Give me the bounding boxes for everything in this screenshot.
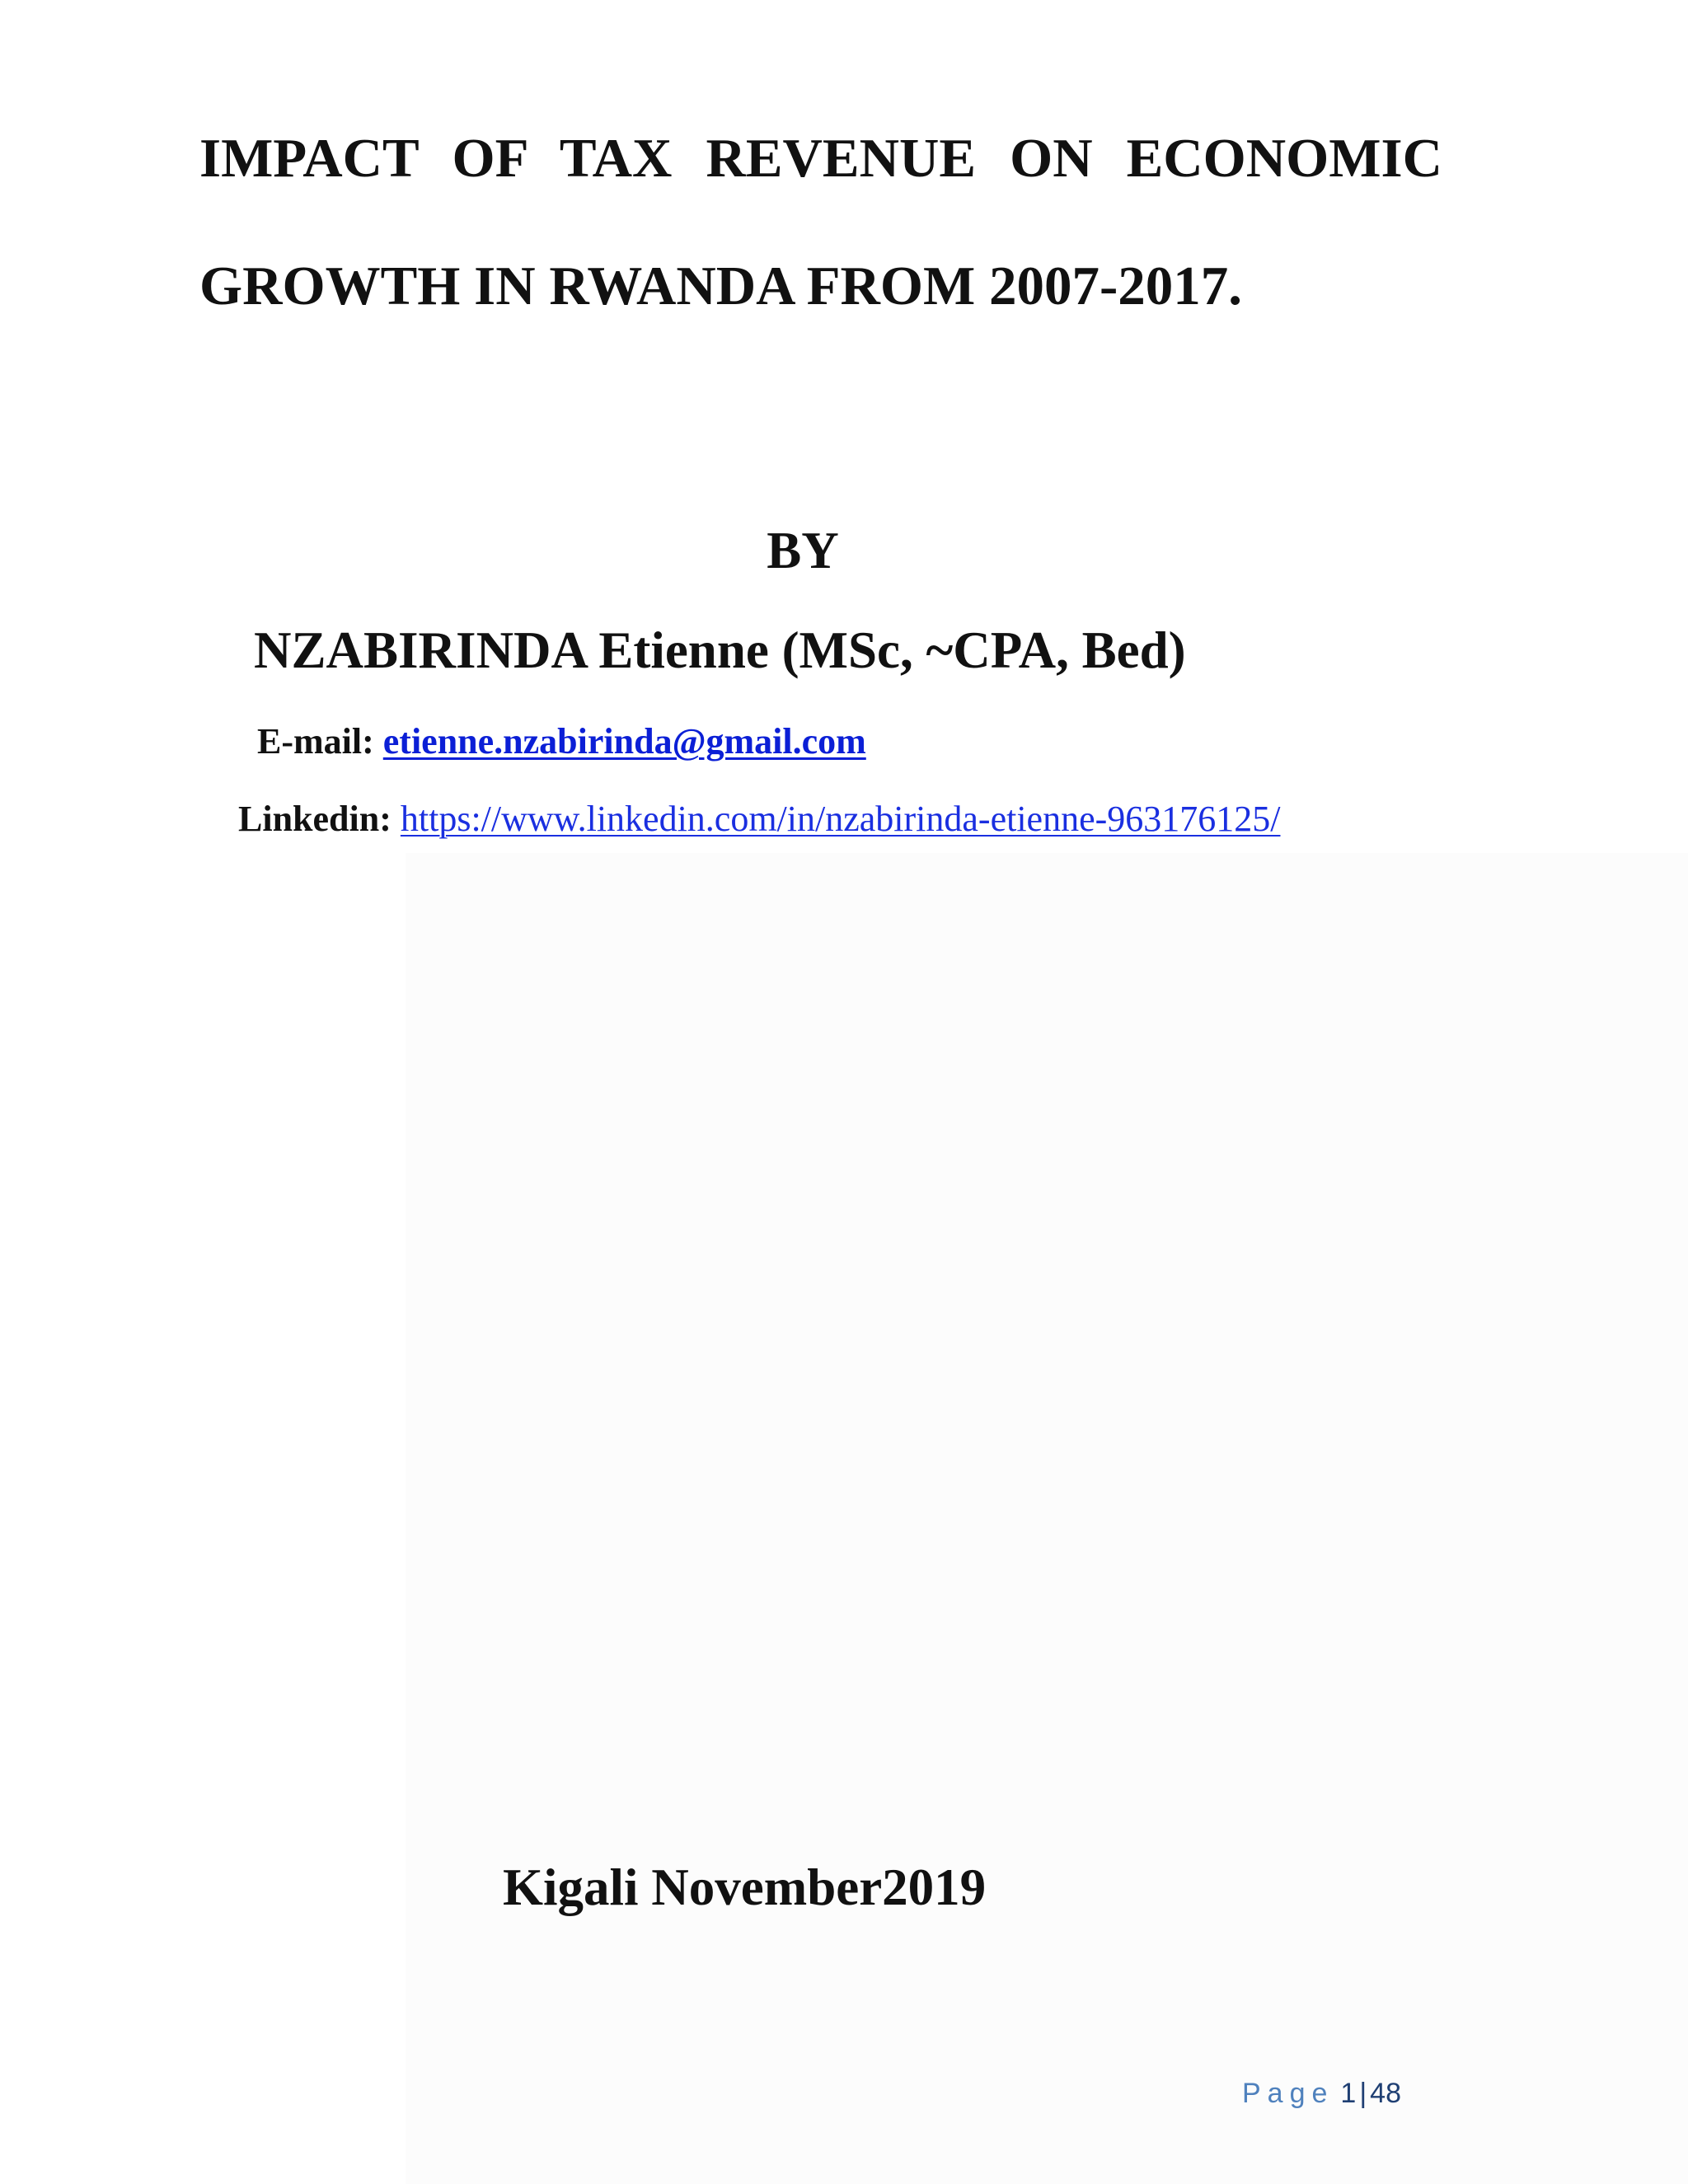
footer-page-word: Page (1242, 2078, 1334, 2109)
title-line-1: IMPACT OF TAX REVENUE ON ECONOMIC (199, 128, 1442, 189)
footer-total-pages: 48 (1370, 2078, 1401, 2109)
page-footer (1242, 2075, 1401, 2111)
email-row (257, 719, 866, 765)
title-line-2: GROWTH IN RWANDA FROM 2007-2017. (199, 255, 1243, 316)
email-link[interactable]: etienne.nzabirinda@gmail.com (382, 721, 866, 762)
footer-page-number: 1 (1340, 2078, 1357, 2109)
by-label: BY (767, 522, 839, 579)
linkedin-label: Linkedin: (238, 799, 392, 839)
author-name: NZABIRINDA Etienne (MSc, ~CPA, Bed) (254, 621, 1186, 679)
email-label: E-mail: (257, 721, 374, 762)
linkedin-row (238, 796, 1280, 842)
place-date: Kigali November2019 (503, 1858, 987, 1916)
linkedin-link[interactable]: https://www.linkedin.com/in/nzabirinda-etienne-963176125/ (400, 799, 1281, 839)
footer-separator: | (1359, 2078, 1367, 2109)
page-background-panel (406, 853, 1688, 2184)
